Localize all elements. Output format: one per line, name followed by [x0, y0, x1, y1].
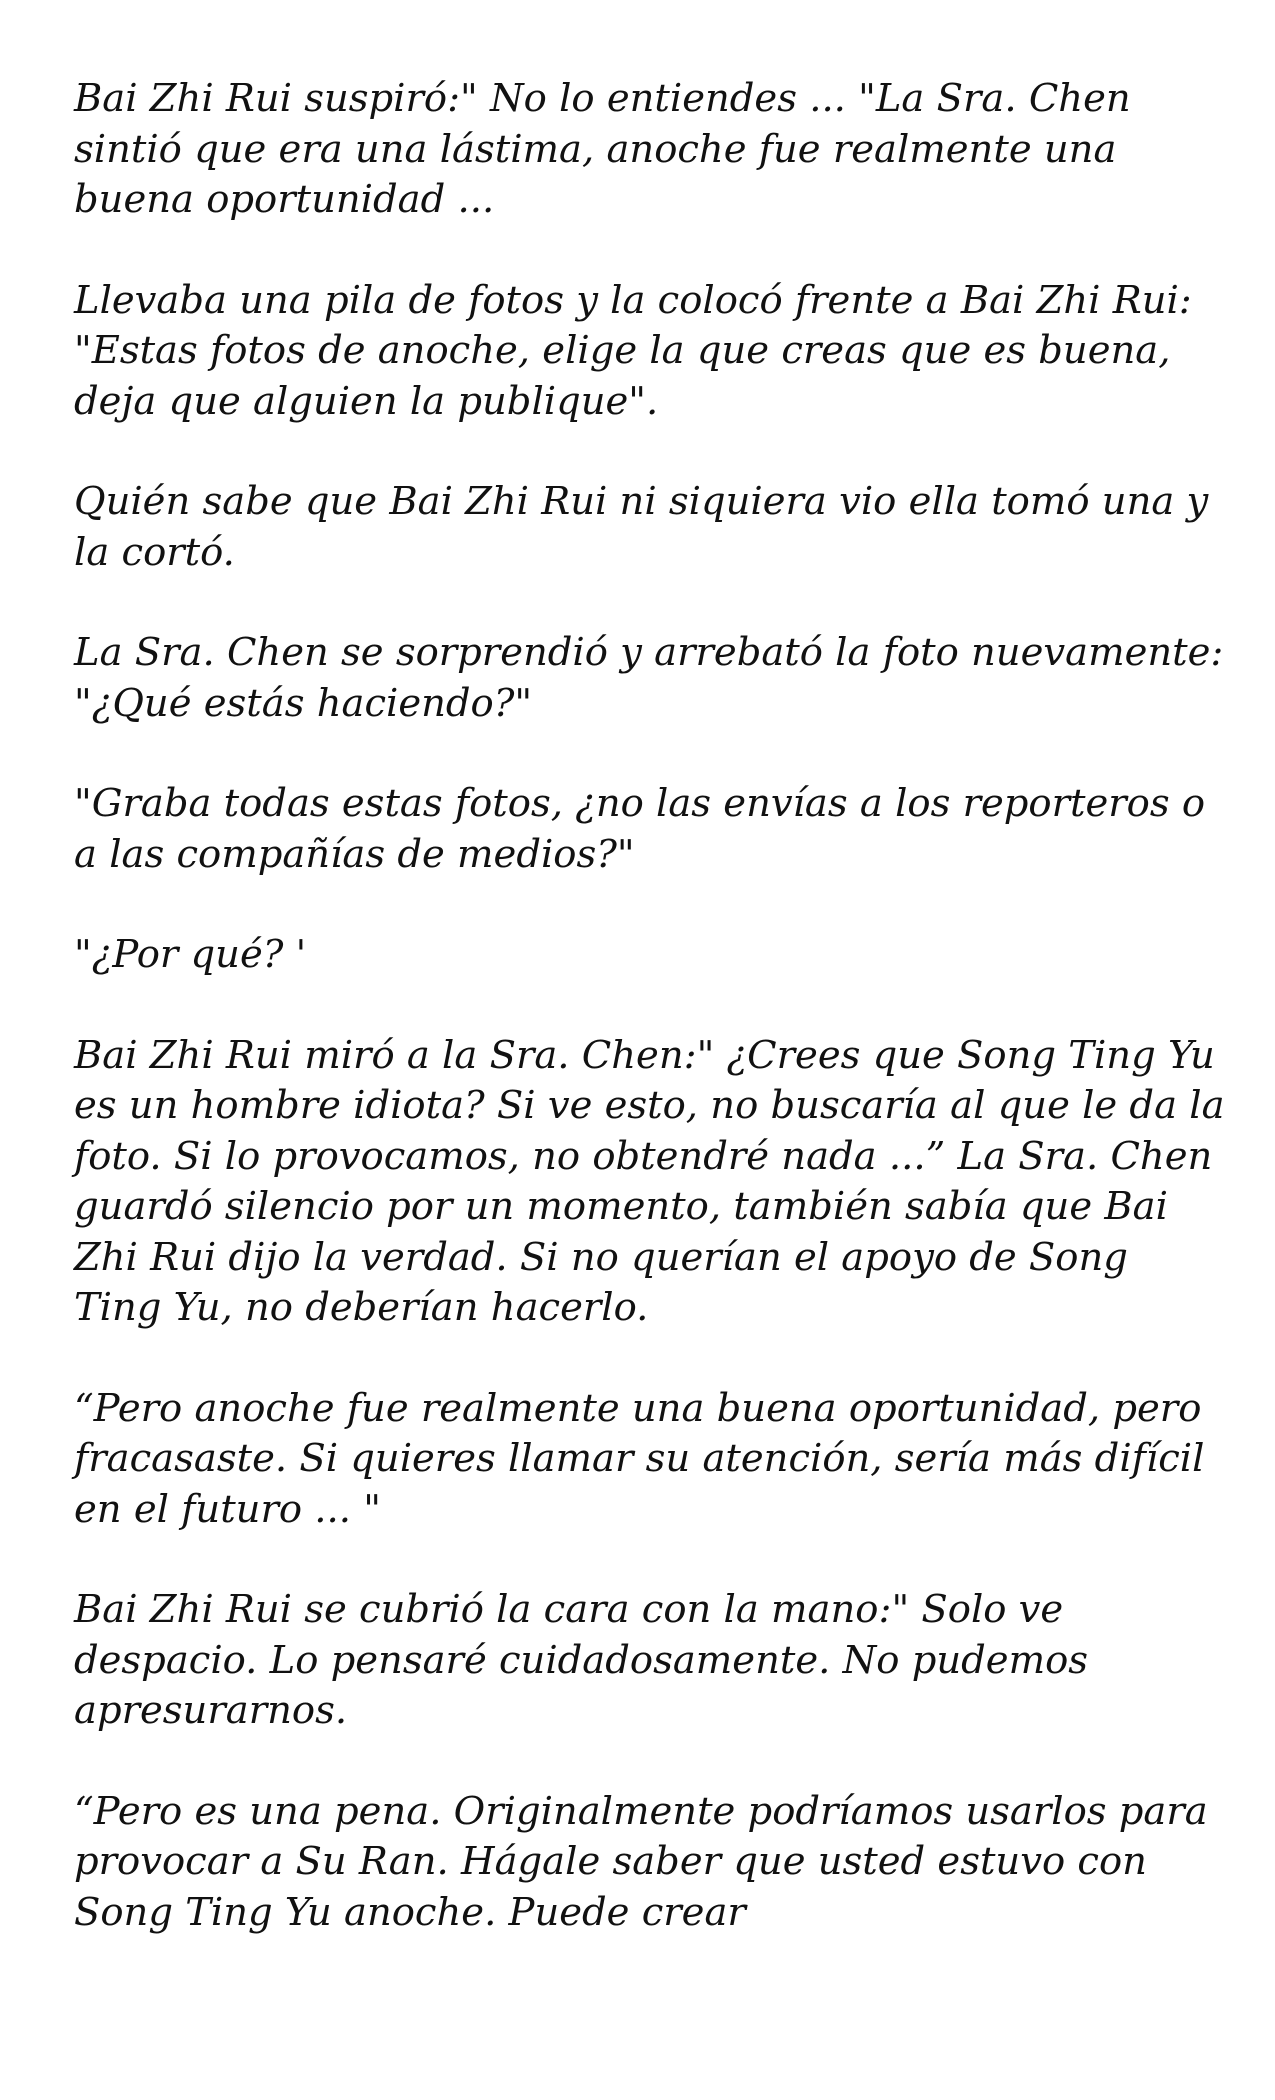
paragraph-8: “Pero anoche fue realmente una buena oportunidad, pero fracasaste. Si quieres llamar su atención, sería más difícil en el futuro ... " [74, 1385, 1205, 1532]
paragraph-3: Quién sabe que Bai Zhi Rui ni siquiera vio ella tomó una y la cortó. [74, 479, 1209, 575]
paragraph-7: Bai Zhi Rui miró a la Sra. Chen:" ¿Crees que Song Ting Yu es un hombre idiota? Si ve esto, no buscaría al que le da la foto. Si lo provocamos, no obtendré nada ...” La Sra. Chen guardó silencio por un momento, también sabía que Bai Zhi Rui dijo la verdad. Si no querían el apoyo de Song Ting Yu, no deberían hacerlo. [74, 1032, 1225, 1330]
paragraph-10: “Pero es una pena. Originalmente podríamos usarlos para provocar a Su Ran. Hágale saber que usted estuvo con Song Ting Yu anoche. Puede crear [74, 1788, 1208, 1935]
paragraph-2: Llevaba una pila de fotos y la colocó frente a Bai Zhi Rui: "Estas fotos de anoche, elige la que creas que es buena, deja que alguien la publique". [74, 277, 1192, 424]
paragraph-9: Bai Zhi Rui se cubrió la cara con la mano:" Solo ve despacio. Lo pensaré cuidadosamente. No pudemos apresurarnos. [74, 1587, 1089, 1733]
paragraph-6: "¿Por qué? ' [74, 932, 307, 977]
paragraph-5: "Graba todas estas fotos, ¿no las envías a los reporteros o a las compañías de medios?" [74, 781, 1205, 877]
paragraph-4: La Sra. Chen se sorprendió y arrebató la foto nuevamente: "¿Qué estás haciendo?" [74, 630, 1224, 726]
paragraph-1: Bai Zhi Rui suspiró:" No lo entiendes ... "La Sra. Chen sintió que era una lástima, anoche fue realmente una buena oportunidad ... [74, 76, 1131, 222]
